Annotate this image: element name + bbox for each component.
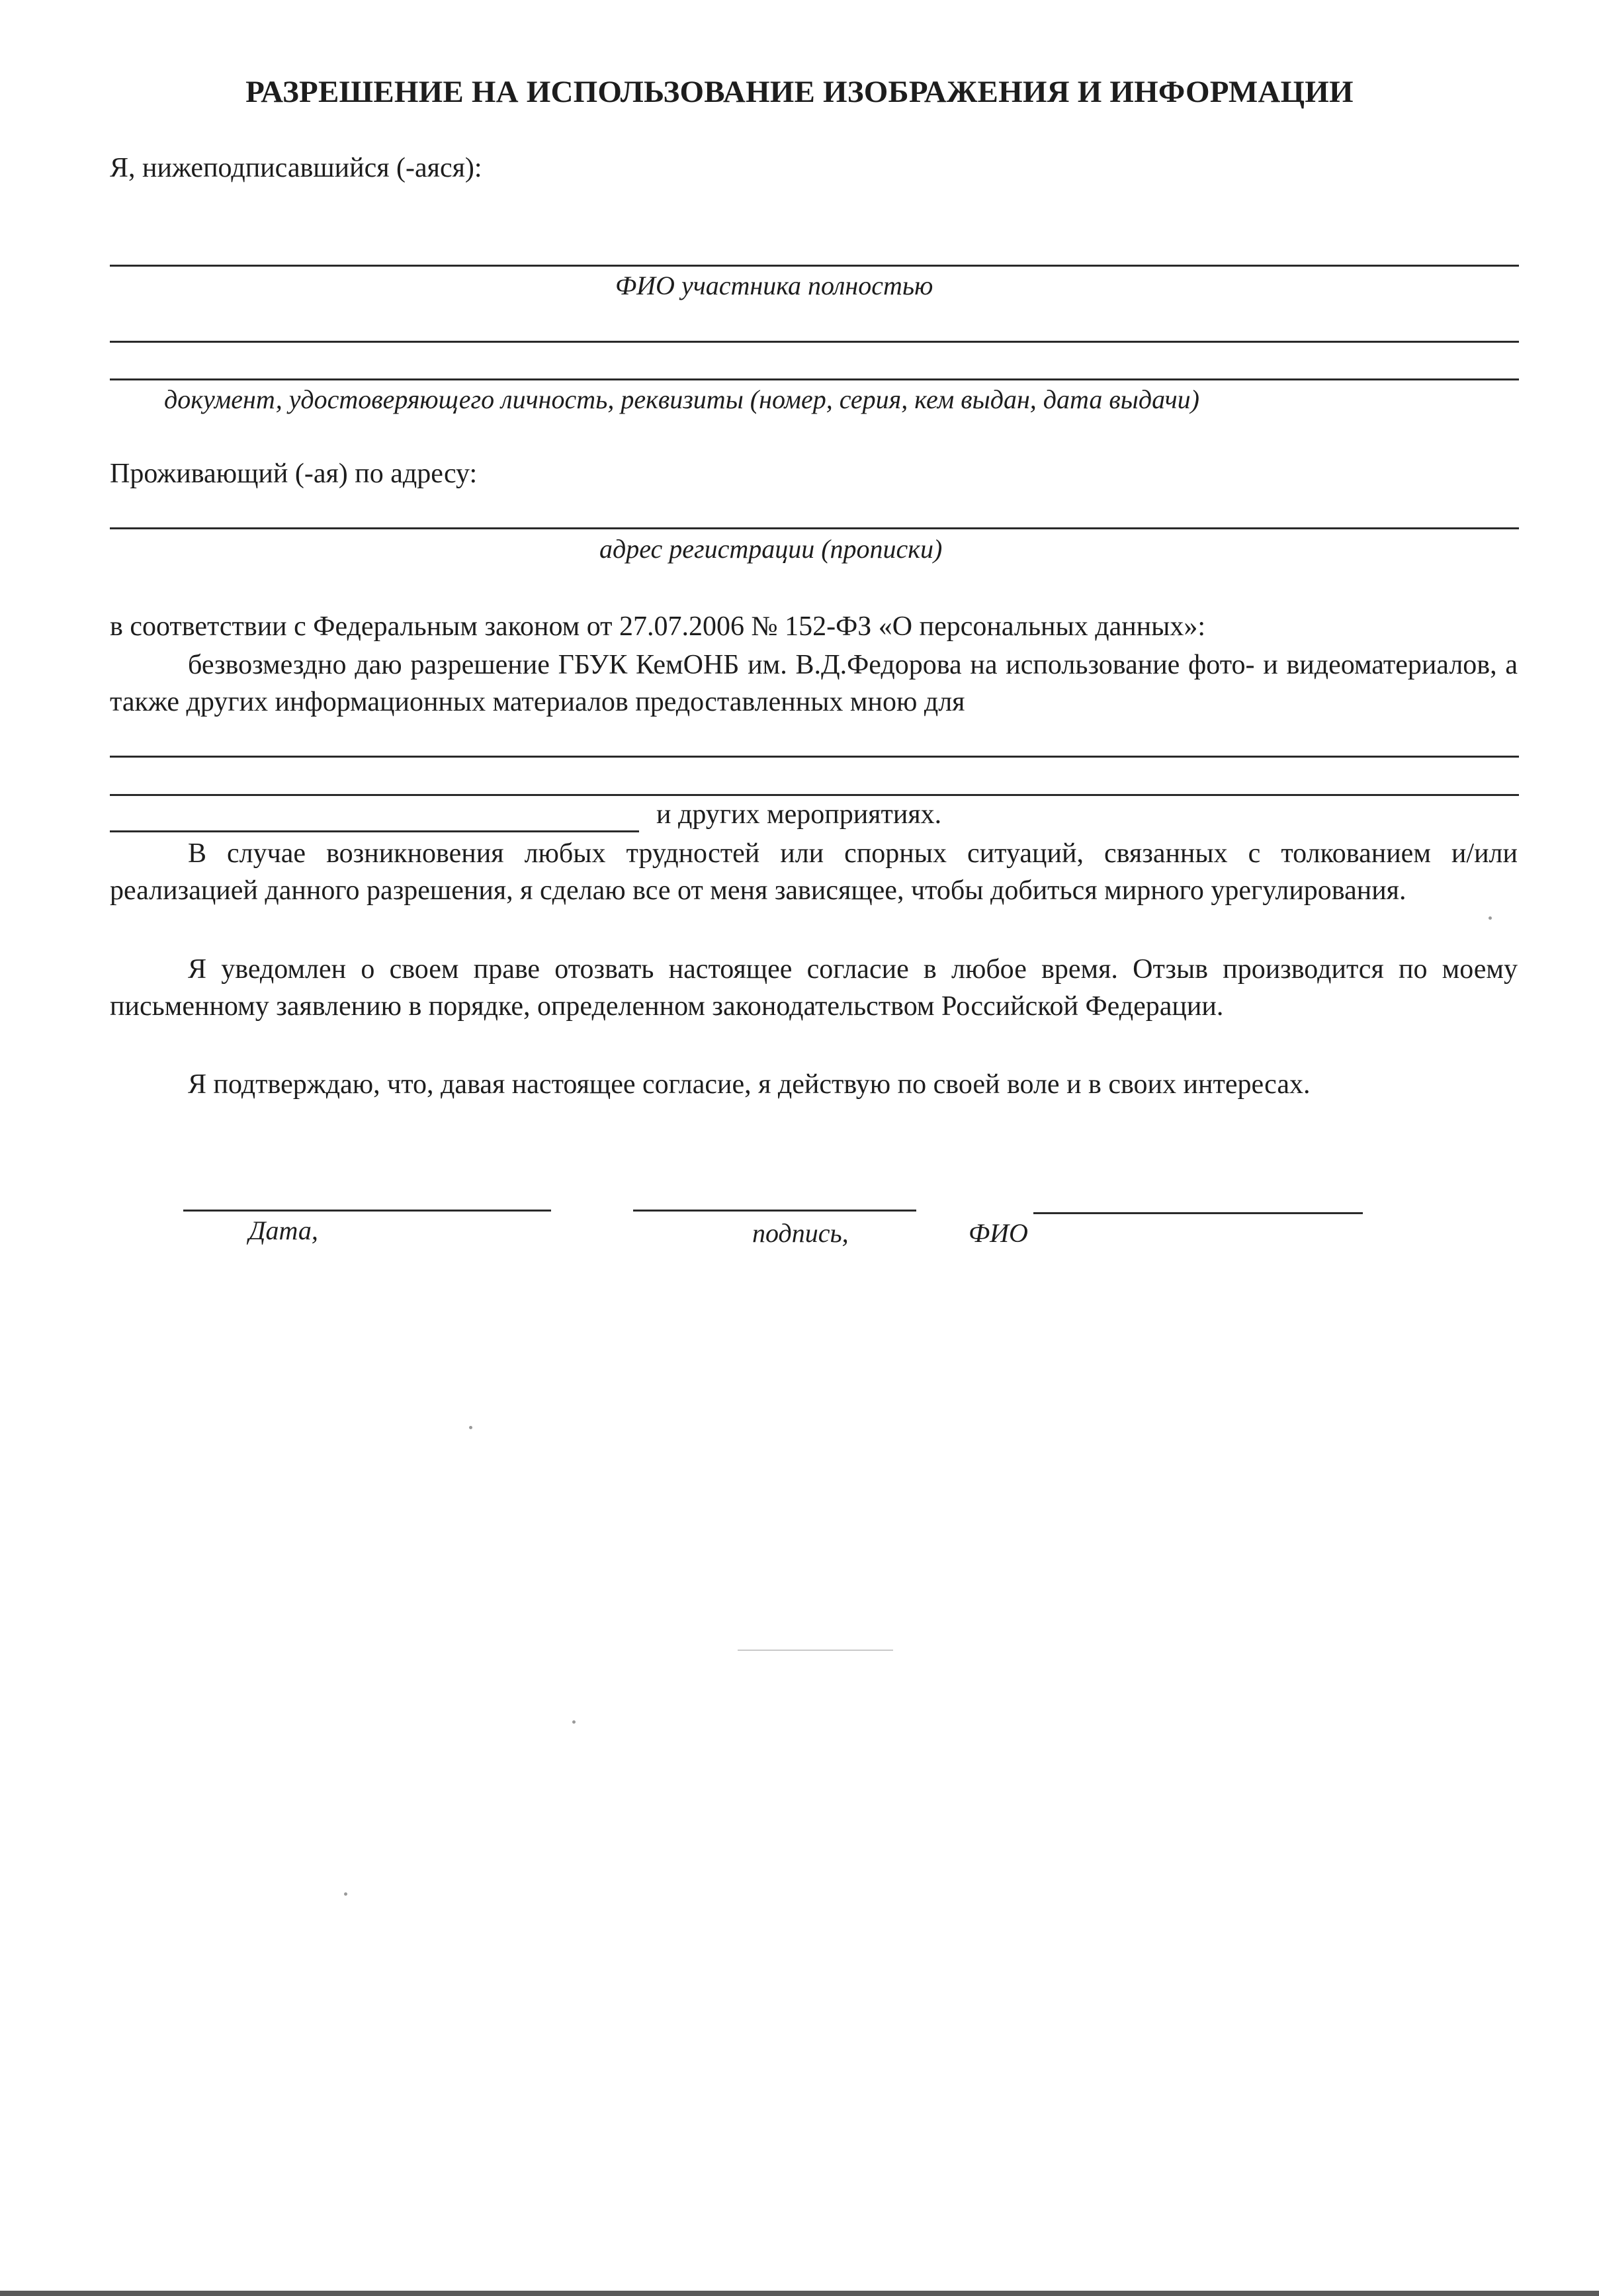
signature-line [633,1210,916,1212]
scan-speck [344,1892,347,1896]
caption-signature: подпись, [752,1218,849,1248]
document-title: РАЗРЕШЕНИЕ НА ИСПОЛЬЗОВАНИЕ ИЗОБРАЖЕНИЯ И ИНФОРМАЦИИ [245,75,1354,109]
events-suffix: и других мероприятиях. [656,799,942,830]
paragraph-confirmation: Я подтверждаю, что, давая настоящее согласие, я действую по своей воле и в своих интересах. [188,1069,1311,1100]
permission-paragraph: безвозмездно даю разрешение ГБУК КемОНБ им. В.Д.Федорова на использование фото- и видеоматериалов, а также других информационных материалов предоставленных мною для [110,650,1518,717]
paragraph-disputes: В случае возникновения любых трудностей или спорных ситуаций, связанных с толкованием и/или реализацией данного разрешения, я сделаю все от меня зависящее, чтобы добиться мирного урегулирования. [110,838,1518,906]
document-line-1 [110,341,1519,343]
scan-mark-line [738,1650,893,1651]
full-name-line [110,265,1519,267]
caption-date: Дата, [249,1215,318,1245]
caption-fio-short: ФИО [969,1218,1028,1248]
document-line-2 [110,378,1519,380]
scan-speck [572,1720,576,1724]
scan-bottom-edge [0,2291,1599,2296]
caption-full-name: ФИО участника полностью [615,271,933,300]
date-line [183,1210,551,1212]
intro-label: Я, нижеподписавшийся (-аяся): [110,153,482,183]
event-line-1 [110,756,1519,758]
paragraph-withdrawal: Я уведомлен о своем праве отозвать настоящее согласие в любое время. Отзыв производится по моему письменному заявлению в порядке, определенном законодательством Российской Федерации. [110,954,1518,1022]
event-line-3 [110,830,639,832]
law-reference-line: в соответствии с Федеральным законом от 27.07.2006 № 152-ФЗ «О персональных данных»: [110,611,1206,642]
caption-address: адрес регистрации (прописки) [599,534,943,564]
scan-speck [1489,916,1492,920]
caption-identity-document: документ, удостоверяющего личность, реквизиты (номер, серия, кем выдан, дата выдачи) [164,384,1199,414]
address-line [110,527,1519,529]
address-label: Проживающий (-ая) по адресу: [110,459,478,489]
fio-line [1033,1212,1363,1214]
scan-speck [469,1426,472,1429]
